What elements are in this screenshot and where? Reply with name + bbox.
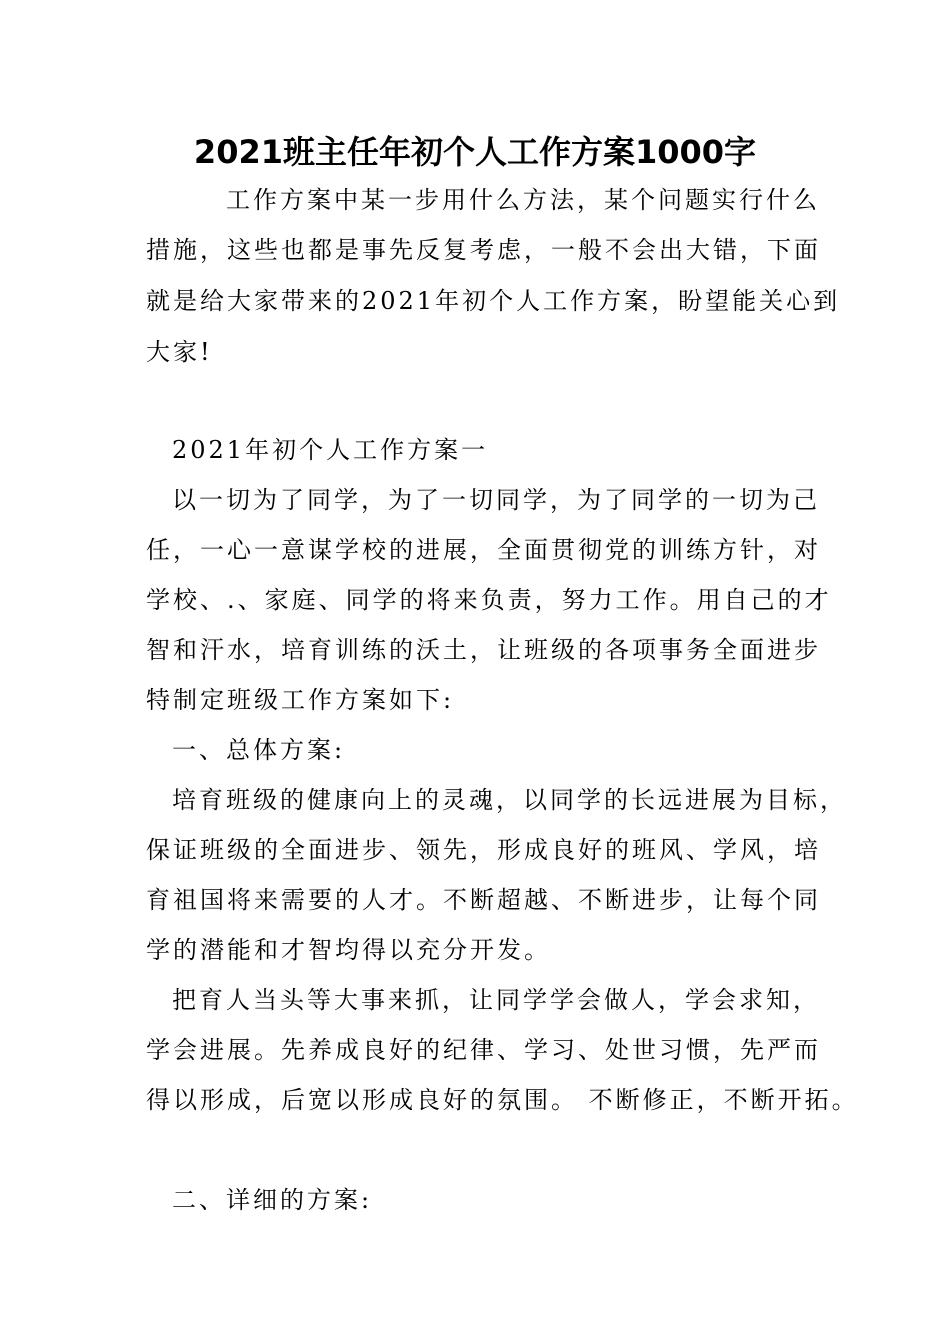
paragraph-line: 以一切为了同学，为了一切同学，为了同学的一切为己	[172, 486, 820, 514]
paragraph-line: 特制定班级工作方案如下:	[146, 686, 455, 714]
paragraph-line: 把育人当头等大事来抓，让同学学会做人，学会求知，	[172, 986, 820, 1014]
section-heading-1: 2021年初个人工作方案一	[172, 436, 489, 464]
intro-line-2: 措施，这些也都是事先反复考虑，一般不会出大错，下面	[146, 236, 821, 264]
paragraph-line: 智和汗水，培育训练的沃土，让班级的各项事务全面进步	[146, 636, 821, 664]
paragraph-line: 任，一心一意谋学校的进展，全面贯彻党的训练方针，对	[146, 536, 821, 564]
subheading-detailed-plan: 二、详细的方案:	[172, 1186, 373, 1214]
intro-line-1: 工作方案中某一步用什么方法，某个问题实行什么	[226, 186, 820, 214]
paragraph-line: 学的潜能和才智均得以充分开发。	[146, 936, 551, 964]
subheading-overall-plan: 一、总体方案:	[172, 736, 346, 764]
paragraph-line: 培育班级的健康向上的灵魂，以同学的长远进展为目标，	[172, 786, 847, 814]
paragraph-line: 学会进展。先养成良好的纪律、学习、处世习惯，先严而	[146, 1036, 821, 1064]
paragraph-line: 学校、.、家庭、同学的将来负责，努力工作。用自己的才	[146, 586, 832, 614]
paragraph-line: 保证班级的全面进步、领先，形成良好的班风、学风，培	[146, 836, 821, 864]
paragraph-line: 得以形成，后宽以形成良好的氛围。 不断修正，不断开拓。	[146, 1086, 859, 1114]
document-title: 2021班主任年初个人工作方案1000字	[193, 133, 757, 171]
intro-line-4: 大家!	[146, 338, 213, 366]
intro-line-3: 就是给大家带来的2021年初个人工作方案，盼望能关心到	[146, 287, 841, 315]
paragraph-line: 育祖国将来需要的人才。不断超越、不断进步，让每个同	[146, 886, 821, 914]
